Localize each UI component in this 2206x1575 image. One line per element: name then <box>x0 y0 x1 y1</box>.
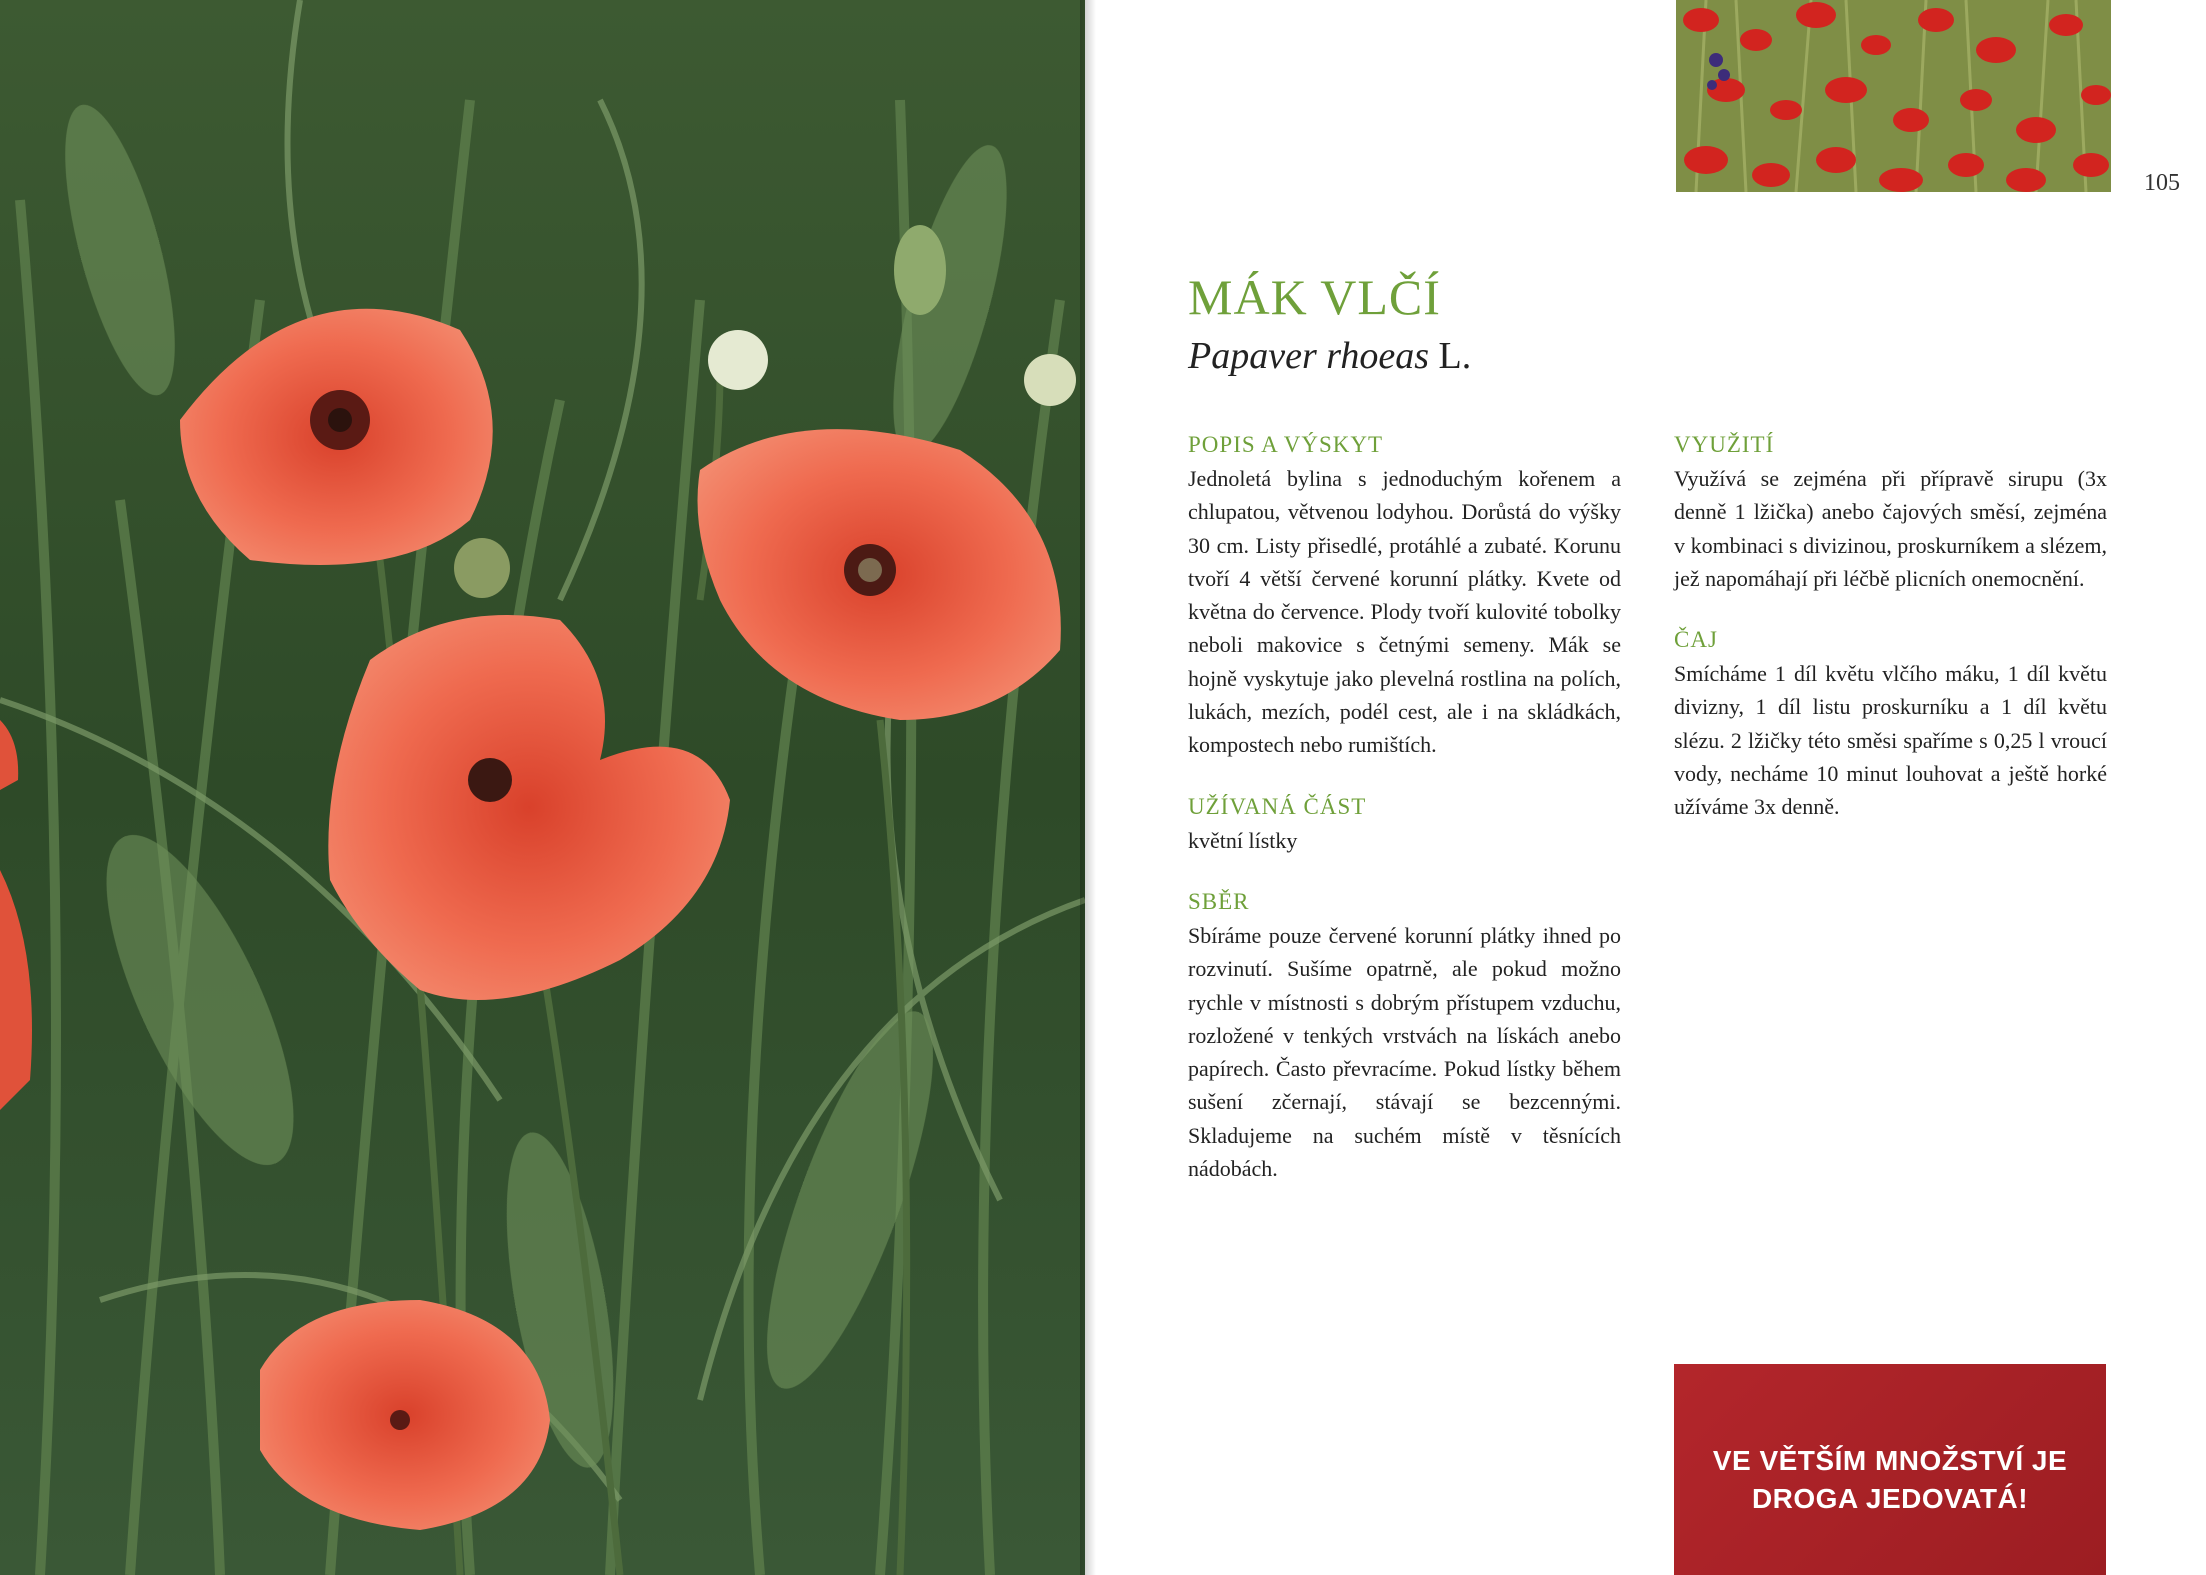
section-text-popis: Jednoletá bylina s jednoduchým kořenem a chlupatou, větvenou lodyhou. Dorůstá do výšky 30 cm. Listy přisedlé, protáhlé a zubaté. Korunu tvoří 4 větší červené korunní plátky. Kvete od května do července. Plody tvoří kulovité tobolky neboli makovice s četnými semeny. Mák se hojně vyskytuje jako plevelná rostlina na polích, lukách, mezích, podél cest, ale i na skládkách, kompostech nebo rumištích. <box>1188 466 1621 758</box>
right-text-column <box>1674 432 2107 856</box>
poppy-photo-illustration <box>0 0 1085 1575</box>
warning-text <box>1710 1422 2070 1518</box>
section-text-sber: Sbíráme pouze červené korunní plátky ihned po rozvinutí. Sušíme opatrně, ale pokud možno rychle v místnosti s dobrým přístupem vzduchu, rozložené v tenkých vrstvách na lískách anebo papírech. Často převracíme. Pokud lístky během sušení zčernají, stávají se bezcennými. Skladujeme na suchém místě v těsnících nádobách. <box>1188 922 1621 1182</box>
section-text-caj: Smícháme 1 díl květu vlčího máku, 1 díl květu divizny, 1 díl listu proskurníku a 1 díl květu slézu. 2 lžičky této směsi spaříme s 0,25 l vroucí vody, necháme 10 minut louhovat a ještě horké užíváme 3x denně. <box>1674 661 2107 820</box>
latin-name-author: L. <box>1438 335 1472 377</box>
book-gutter-shadow <box>1080 0 1096 1575</box>
poppy-photo <box>0 0 1085 1575</box>
section-heading-vyuziti: VYUŽITÍ <box>1674 432 1775 457</box>
poppy-field-illustration <box>1676 0 2111 192</box>
warning-line-2: DROGA JEDOVATÁ! <box>1751 1482 2029 1514</box>
latin-name-binomial: Papaver rhoeas <box>1188 335 1429 377</box>
section-heading-sber: SBĚR <box>1188 888 1250 914</box>
page-number: 105 <box>2144 170 2180 196</box>
left-text-column <box>1188 432 1621 1217</box>
section-text-cast: květní lístky <box>1188 827 1298 853</box>
warning-line-1: VE VĚTŠÍM MNOŽSTVÍ JE <box>1712 1444 2068 1476</box>
section-heading-cast: UŽÍVANÁ ČÁST <box>1188 793 1367 819</box>
poppy-field-photo <box>1676 0 2111 192</box>
latin-name <box>1188 334 1471 378</box>
warning-box <box>1674 1364 2106 1575</box>
section-heading-popis: POPIS A VÝSKYT <box>1188 432 1384 457</box>
plant-name-heading: MÁK VLČÍ <box>1188 269 1441 325</box>
section-heading-caj: ČAJ <box>1674 627 1718 653</box>
section-text-vyuziti: Využívá se zejména při přípravě sirupu (3x denně 1 lžička) anebo čajových směsí, zejména v kombinaci s divizinou, proskurníkem a slézem, jež napomáhají při léčbě plicních onemocnění. <box>1674 466 2107 591</box>
